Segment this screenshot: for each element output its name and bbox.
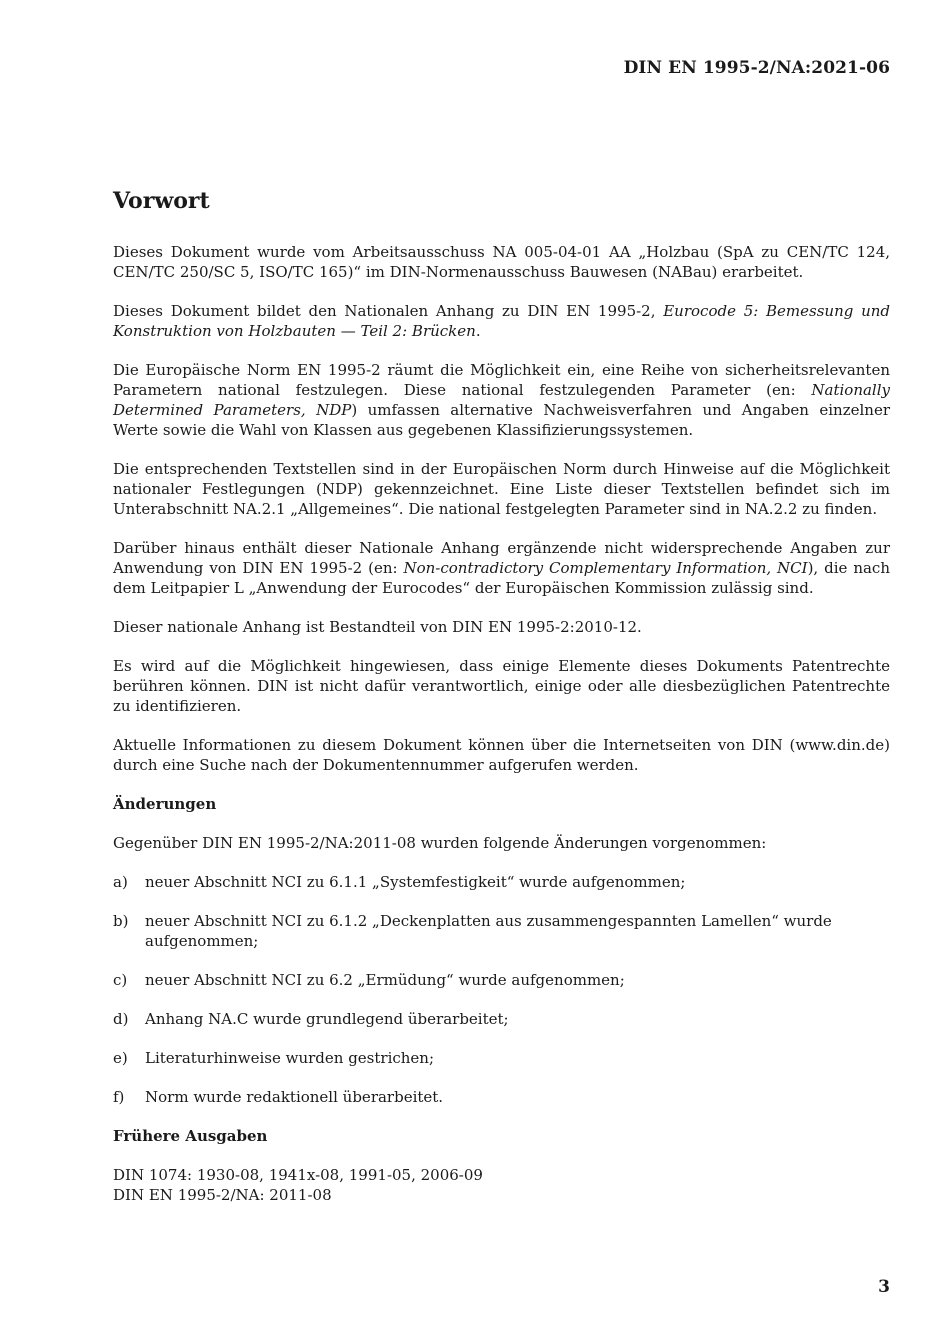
list-item	[113, 1048, 890, 1068]
document-body	[113, 186, 890, 1205]
list-item-text: Anhang NA.C wurde grundlegend überarbeitet;	[145, 1010, 509, 1028]
list-item	[113, 1009, 890, 1029]
page-title: Vorwort	[113, 188, 210, 214]
paragraph-component: Dieser nationale Anhang ist Bestandteil von DIN EN 1995-2:2010-12.	[113, 618, 642, 636]
paragraph-national-annex-end: .	[475, 322, 481, 340]
list-marker: a)	[113, 873, 128, 891]
paragraph-national-annex	[113, 301, 890, 341]
previous-editions-heading: Frühere Ausgaben	[113, 1127, 268, 1145]
changes-heading: Änderungen	[113, 795, 217, 813]
list-item	[113, 1087, 890, 1107]
ndp-term: Nationally Determined Parameters, NDP	[113, 381, 890, 419]
previous-edition-line: DIN EN 1995-2/NA: 2011-08	[113, 1186, 332, 1204]
paragraph-national-annex-text: Dieses Dokument bildet den Nationalen Anhang zu DIN EN 1995-2,	[113, 302, 664, 320]
eurocode-title: Eurocode 5: Bemessung und Konstruktion von Holzbauten — Teil 2: Brücken	[113, 302, 890, 340]
document-id-header: DIN EN 1995-2/NA:2021-06	[623, 58, 890, 78]
page-number: 3	[878, 1277, 890, 1297]
changes-list	[113, 872, 890, 1107]
paragraph-committee: Dieses Dokument wurde vom Arbeitsausschuss NA 005-04-01 AA „Holzbau (SpA zu CEN/TC 124, CEN/TC 250/SC 5, ISO/TC 165)“ im DIN-Normenausschuss Bauwesen (NABau) erarbeitet.	[113, 243, 890, 281]
list-marker: b)	[113, 912, 129, 930]
paragraph-nci-end: ), die nach dem Leitpapier L „Anwendung der Eurocodes“ der Europäischen Kommission zulässig sind.	[113, 559, 890, 597]
paragraph-patents: Es wird auf die Möglichkeit hingewiesen, dass einige Elemente dieses Dokuments Patentrechte berühren können. DIN ist nicht dafür verantwortlich, einige oder alle diesbezüglichen Patentrechte zu identifizieren.	[113, 657, 890, 715]
list-item-text: Norm wurde redaktionell überarbeitet.	[145, 1088, 444, 1106]
list-marker: d)	[113, 1010, 129, 1028]
list-item	[113, 970, 890, 990]
paragraph-ndp-end: ) umfassen alternative Nachweisverfahren und Angaben einzelner Werte sowie die Wahl von Klassen aus gegebenen Klassifizierungssystemen.	[113, 401, 890, 439]
list-item-text: neuer Abschnitt NCI zu 6.1.2 „Deckenplatten aus zusammengespannten Lamellen“ wurde aufgenommen;	[145, 912, 832, 950]
nci-term: Non-contradictory Complementary Information, NCI	[403, 559, 808, 577]
paragraph-ndp-text: Die Europäische Norm EN 1995-2 räumt die Möglichkeit ein, eine Reihe von sicherheitsrelevanten Parametern national festzulegen. Diese national festzulegenden Parameter (en:	[113, 361, 890, 399]
paragraph-nci-text: Darüber hinaus enthält dieser Nationale Anhang ergänzende nicht widersprechende Angaben zur Anwendung von DIN EN 1995-2 (en:	[113, 539, 890, 577]
list-marker: c)	[113, 971, 128, 989]
paragraph-ndp	[113, 360, 890, 440]
paragraph-nci	[113, 538, 890, 598]
previous-editions-list	[113, 1165, 890, 1205]
paragraph-current-info: Aktuelle Informationen zu diesem Dokument können über die Internetseiten von DIN (www.din.de) durch eine Suche nach der Dokumentennummer aufgerufen werden.	[113, 736, 890, 774]
list-item-text: Literaturhinweise wurden gestrichen;	[145, 1049, 435, 1067]
list-item	[113, 872, 890, 892]
previous-edition-line: DIN 1074: 1930-08, 1941x-08, 1991-05, 2006-09	[113, 1166, 483, 1184]
list-item-text: neuer Abschnitt NCI zu 6.2 „Ermüdung“ wurde aufgenommen;	[145, 971, 625, 989]
list-marker: f)	[113, 1088, 125, 1106]
list-item	[113, 911, 890, 951]
changes-intro: Gegenüber DIN EN 1995-2/NA:2011-08 wurden folgende Änderungen vorgenommen:	[113, 834, 767, 852]
list-marker: e)	[113, 1049, 128, 1067]
list-item-text: neuer Abschnitt NCI zu 6.1.1 „Systemfestigkeit“ wurde aufgenommen;	[145, 873, 686, 891]
paragraph-text-locations: Die entsprechenden Textstellen sind in der Europäischen Norm durch Hinweise auf die Möglichkeit nationaler Festlegungen (NDP) gekennzeichnet. Eine Liste dieser Textstellen befindet sich im Unterabschnitt NA.2.1 „Allgemeines“. Die national festgelegten Parameter sind in NA.2.2 zu finden.	[113, 460, 890, 518]
